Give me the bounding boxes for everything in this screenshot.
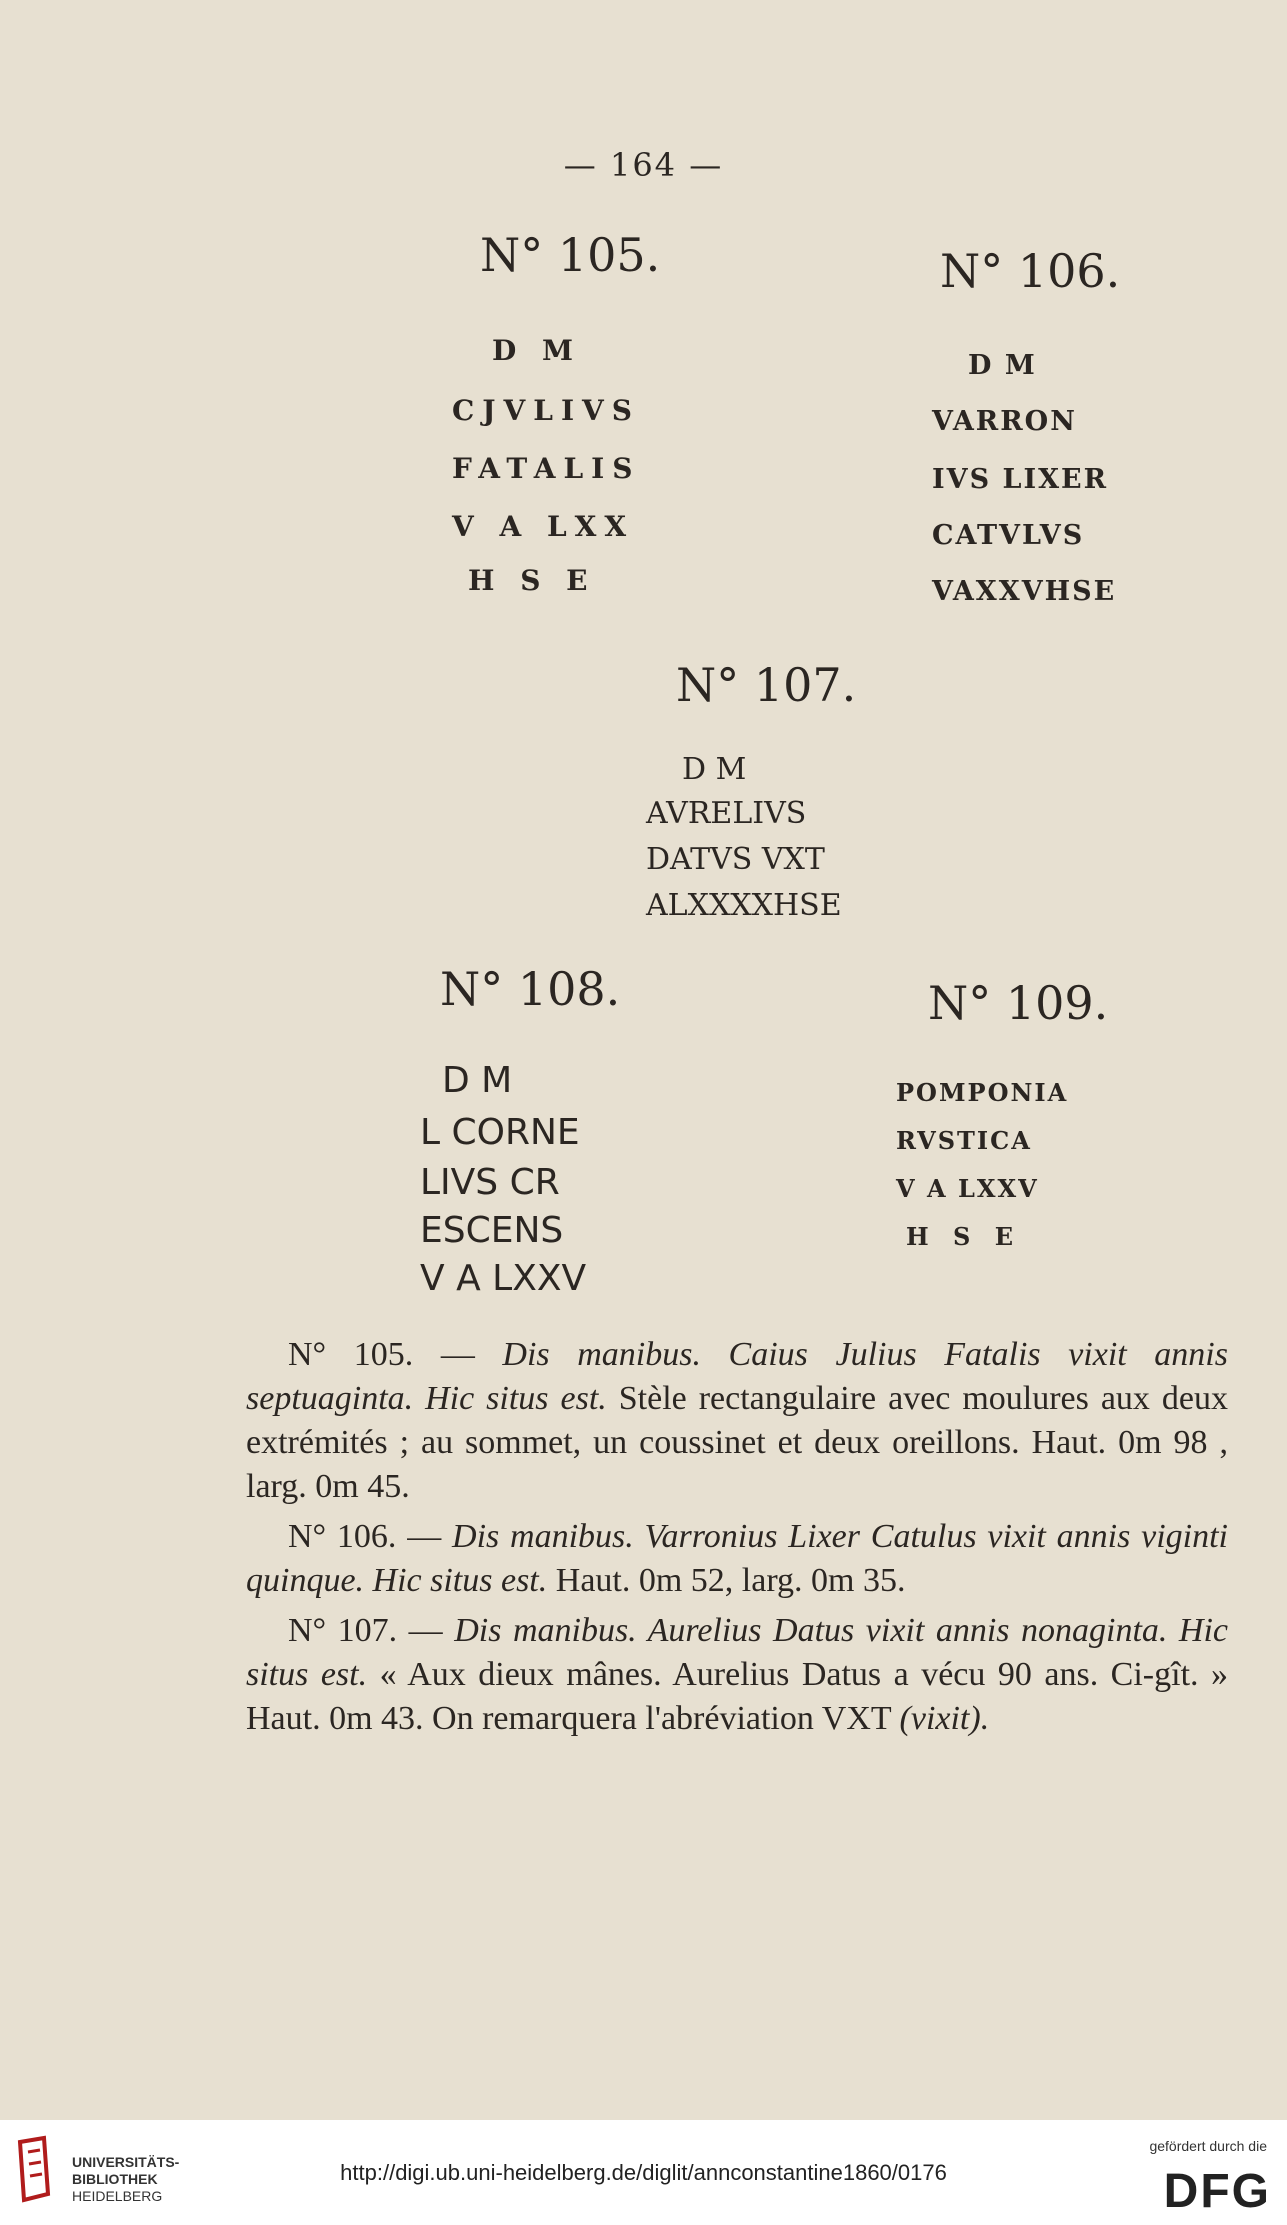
commentary-translation: Dis manibus. Caius Julius Fatalis vixit annis septuaginta. Hic situs est. bbox=[246, 1336, 1228, 1417]
inscription-line: VAXXVHSE bbox=[932, 576, 1117, 607]
inscription-line: V A LXXV bbox=[896, 1174, 1039, 1203]
commentary-paragraph bbox=[246, 1515, 1228, 1603]
commentary-paragraph bbox=[246, 1333, 1228, 1509]
library-line: HEIDELBERG bbox=[72, 2188, 163, 2204]
commentary-translation: Dis manibus. Varronius Lixer Catulus vixit annis viginti quinque. Hic situs est. bbox=[246, 1518, 1228, 1599]
commentary-number: N° 106. — bbox=[288, 1518, 453, 1555]
library-line: UNIVERSITÄTS- bbox=[72, 2154, 180, 2170]
inscription-line: RVSTICA bbox=[896, 1126, 1032, 1155]
inscription-line: D M bbox=[682, 752, 747, 787]
inscription-line: IVS LIXER bbox=[932, 464, 1109, 495]
inscription-106-label: N° 106. bbox=[940, 244, 1121, 298]
inscription-line: V A LXX bbox=[452, 510, 635, 543]
inscription-105-label: N° 105. bbox=[480, 228, 661, 282]
inscription-line: CJVLIVS bbox=[452, 394, 640, 427]
commentary-text bbox=[246, 1333, 1228, 1747]
footer-bar bbox=[0, 2120, 1287, 2225]
dfg-logo[interactable]: DFG bbox=[1163, 2165, 1271, 2218]
inscription-line: D M bbox=[492, 334, 582, 367]
page-number: — 164 — bbox=[563, 146, 724, 184]
inscription-line: LIVS CR bbox=[420, 1162, 560, 1203]
source-url-link[interactable]: http://digi.ub.uni-heidelberg.de/diglit/annconstantine1860/0176 bbox=[340, 2160, 947, 2185]
inscription-109-label: N° 109. bbox=[928, 976, 1109, 1030]
inscription-line: ESCENS bbox=[420, 1210, 564, 1251]
commentary-description: « Aux dieux mânes. Aurelius Datus a vécu 90 ans. Ci-gît. » Haut. 0m 43. On remarquera l'abréviation VXT bbox=[246, 1656, 1229, 1737]
inscription-line: DATVS VXT bbox=[646, 842, 825, 877]
funded-by-label: gefördert durch die bbox=[1149, 2138, 1267, 2154]
commentary-paragraph bbox=[246, 1609, 1228, 1741]
inscription-line: CATVLVS bbox=[932, 520, 1085, 551]
inscription-line: FATALIS bbox=[452, 452, 641, 485]
inscription-line: D M bbox=[442, 1060, 513, 1101]
commentary-description: Stèle rectangulaire avec moulures aux deux extrémités ; au sommet, un coussinet et deux oreillons. Haut. 0m 98 , larg. 0m 45. bbox=[246, 1380, 1228, 1505]
commentary-number: N° 107. — bbox=[288, 1612, 455, 1649]
inscription-107-label: N° 107. bbox=[676, 658, 857, 712]
inscription-line: H S E bbox=[906, 1222, 1022, 1251]
commentary-tail: (vixit). bbox=[899, 1700, 990, 1737]
inscription-line: POMPONIA bbox=[896, 1078, 1069, 1107]
inscription-line: D M bbox=[968, 350, 1037, 381]
inscription-line: V A LXXV bbox=[420, 1258, 587, 1299]
commentary-translation: Dis manibus. Aurelius Datus vixit annis nonaginta. Hic situs est. bbox=[246, 1612, 1229, 1693]
library-line: BIBLIOTHEK bbox=[72, 2171, 158, 2187]
inscription-line: ALXXXXHSE bbox=[646, 888, 842, 923]
inscription-108-label: N° 108. bbox=[440, 962, 621, 1016]
commentary-description: Haut. 0m 52, larg. 0m 35. bbox=[547, 1562, 906, 1599]
inscription-line: H S E bbox=[468, 564, 596, 597]
commentary-number: N° 105. — bbox=[288, 1336, 503, 1373]
inscription-line: AVRELIVS bbox=[646, 796, 807, 831]
inscription-line: VARRON bbox=[932, 406, 1077, 437]
inscription-line: L CORNE bbox=[420, 1112, 580, 1153]
